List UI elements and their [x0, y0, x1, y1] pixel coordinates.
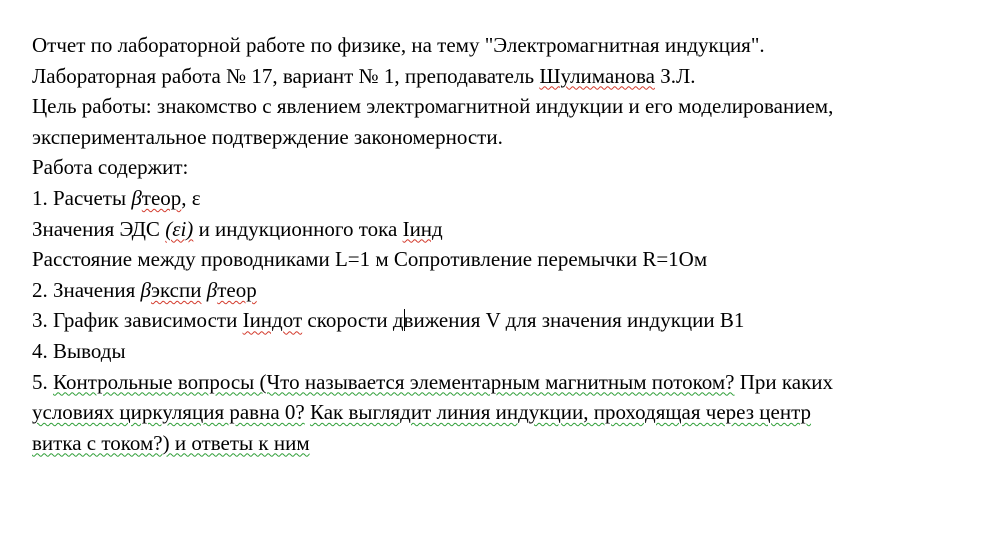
- question-3-start[interactable]: Как выглядит линия индукции, проходящая через центр: [309, 400, 812, 425]
- item-2-text: 2. Значения: [32, 277, 141, 302]
- eds-line: [32, 214, 982, 245]
- item-5-final-line: [32, 428, 982, 459]
- report-title-line: Отчет по лабораторной работе по физике, на тему "Электромагнитная индукция".: [32, 33, 765, 57]
- question-2-start: При каких: [734, 369, 834, 394]
- goal-continuation-line: экспериментальное подтверждение закономерности.: [32, 124, 503, 149]
- question-2-end[interactable]: условиях циркуляция равна 0?: [32, 400, 305, 425]
- teacher-name[interactable]: Шулиманова: [539, 63, 655, 88]
- lab-info-line: [32, 61, 982, 92]
- lab-info-text: Лабораторная работа № 17, вариант № 1, преподаватель: [32, 63, 540, 88]
- eds-symbol[interactable]: (εi): [165, 216, 194, 241]
- item-4-line: 4. Выводы: [32, 338, 126, 363]
- contents-heading: Работа содержит:: [32, 155, 189, 180]
- item-3-text-middle: скорости д: [302, 308, 404, 333]
- goal-line: Цель работы: знакомство с явлением электромагнитной индукции и его моделированием,: [32, 94, 834, 119]
- current-text: и индукционного тока: [193, 216, 403, 241]
- iind-symbol[interactable]: Iинд: [402, 216, 443, 241]
- beta-symbol-1: β: [140, 277, 151, 302]
- item-1-text: 1. Расчеты: [32, 185, 132, 210]
- beta-eksp-subscript[interactable]: экспи: [150, 277, 202, 302]
- iindot-word[interactable]: Iиндот: [242, 308, 303, 333]
- item-5-number: 5.: [32, 369, 53, 394]
- item-5-continuation-line: [32, 397, 982, 428]
- question-3-end[interactable]: витка с током?) и ответы к ним: [32, 430, 310, 455]
- beta-teor-subscript[interactable]: теор: [141, 185, 182, 210]
- distance-resistance-line: Расстояние между проводниками L=1 м Сопротивление перемычки R=1Ом: [32, 247, 708, 272]
- item-3-text: 3. График зависимости: [32, 308, 243, 333]
- beta-symbol-2: β: [206, 277, 218, 302]
- beta-teor-subscript-2[interactable]: теор: [217, 277, 257, 302]
- item-5-line: [32, 367, 982, 398]
- eds-text: Значения ЭДС: [32, 216, 166, 241]
- epsilon-text: , ε: [181, 185, 201, 210]
- teacher-initials: З.Л.: [654, 63, 696, 88]
- document-body[interactable]: [32, 30, 982, 458]
- item-1-line: [32, 183, 982, 214]
- item-3-line: [32, 305, 982, 336]
- beta-symbol: β: [131, 185, 142, 210]
- item-3-text-end: вижения V для значения индукции B1: [403, 308, 745, 333]
- item-2-line: [32, 275, 982, 306]
- question-1[interactable]: Контрольные вопросы (Что называется элементарным магнитным потоком?: [53, 369, 735, 394]
